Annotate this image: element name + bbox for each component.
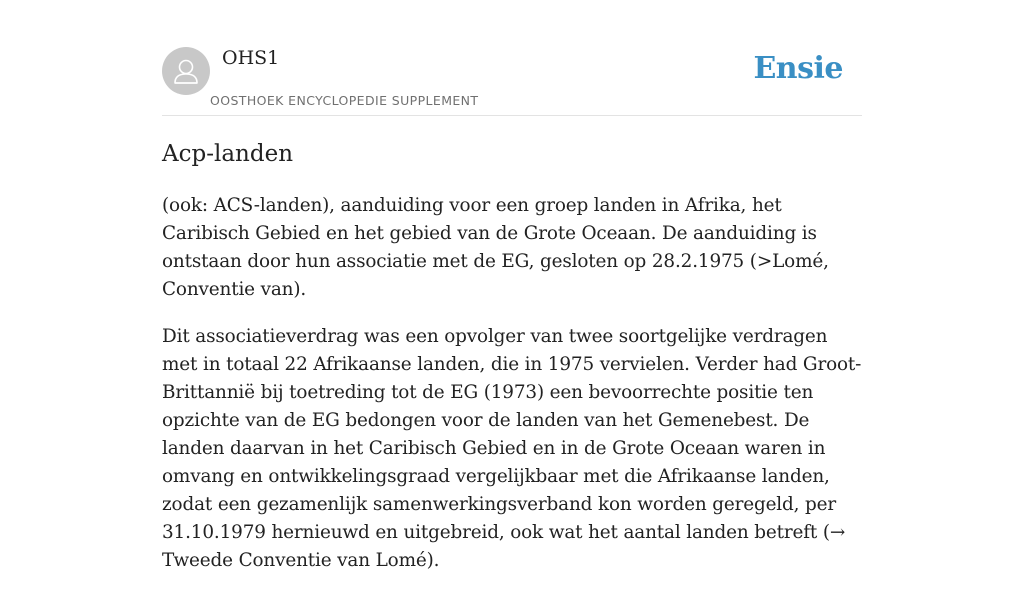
article-paragraph: (ook: ACS-landen), aanduiding voor een groep landen in Afrika, het Caribisch Gebied en het gebied van de Grote Oceaan. De aanduiding is ontstaan door hun associatie met de EG, gesloten op 28.2.1975 (>Lomé, Conventie van). — [162, 195, 829, 300]
article-container — [162, 0, 862, 571]
header — [162, 0, 862, 116]
article-paragraph: Dit associatieverdrag was een opvolger van twee soortgelijke verdragen met in totaal 22 Afrikaanse landen, die in 1975 vervielen. Verder had Groot-Brittannië bij toetreding tot de EG (1973) een bevoorrechte positie ten opzichte van de EG bedongen voor de landen van het Gemenebest. De landen daarvan in het Caribisch Gebied en in de Grote Oceaan waren in omvang en ontwikkelingsgraad vergelijkbaar met die Afrikaanse landen, zodat een gezamenlijk samenwerkingsverband kon worden geregeld, per 31.10.1979 hernieuwd en uitgebreid, ook wat het aantal landen betreft (→ Tweede Conventie van Lomé). — [162, 326, 862, 571]
author-name[interactable]: OHS1 — [222, 47, 280, 69]
avatar[interactable] — [162, 47, 210, 95]
source-name[interactable]: OOSTHOEK ENCYCLOPEDIE SUPPLEMENT — [210, 93, 479, 108]
article-body — [162, 192, 862, 594]
brand-logo[interactable]: Ensie — [753, 51, 843, 86]
article-title: Acp-landen — [162, 141, 294, 167]
user-silhouette-icon — [162, 47, 210, 95]
